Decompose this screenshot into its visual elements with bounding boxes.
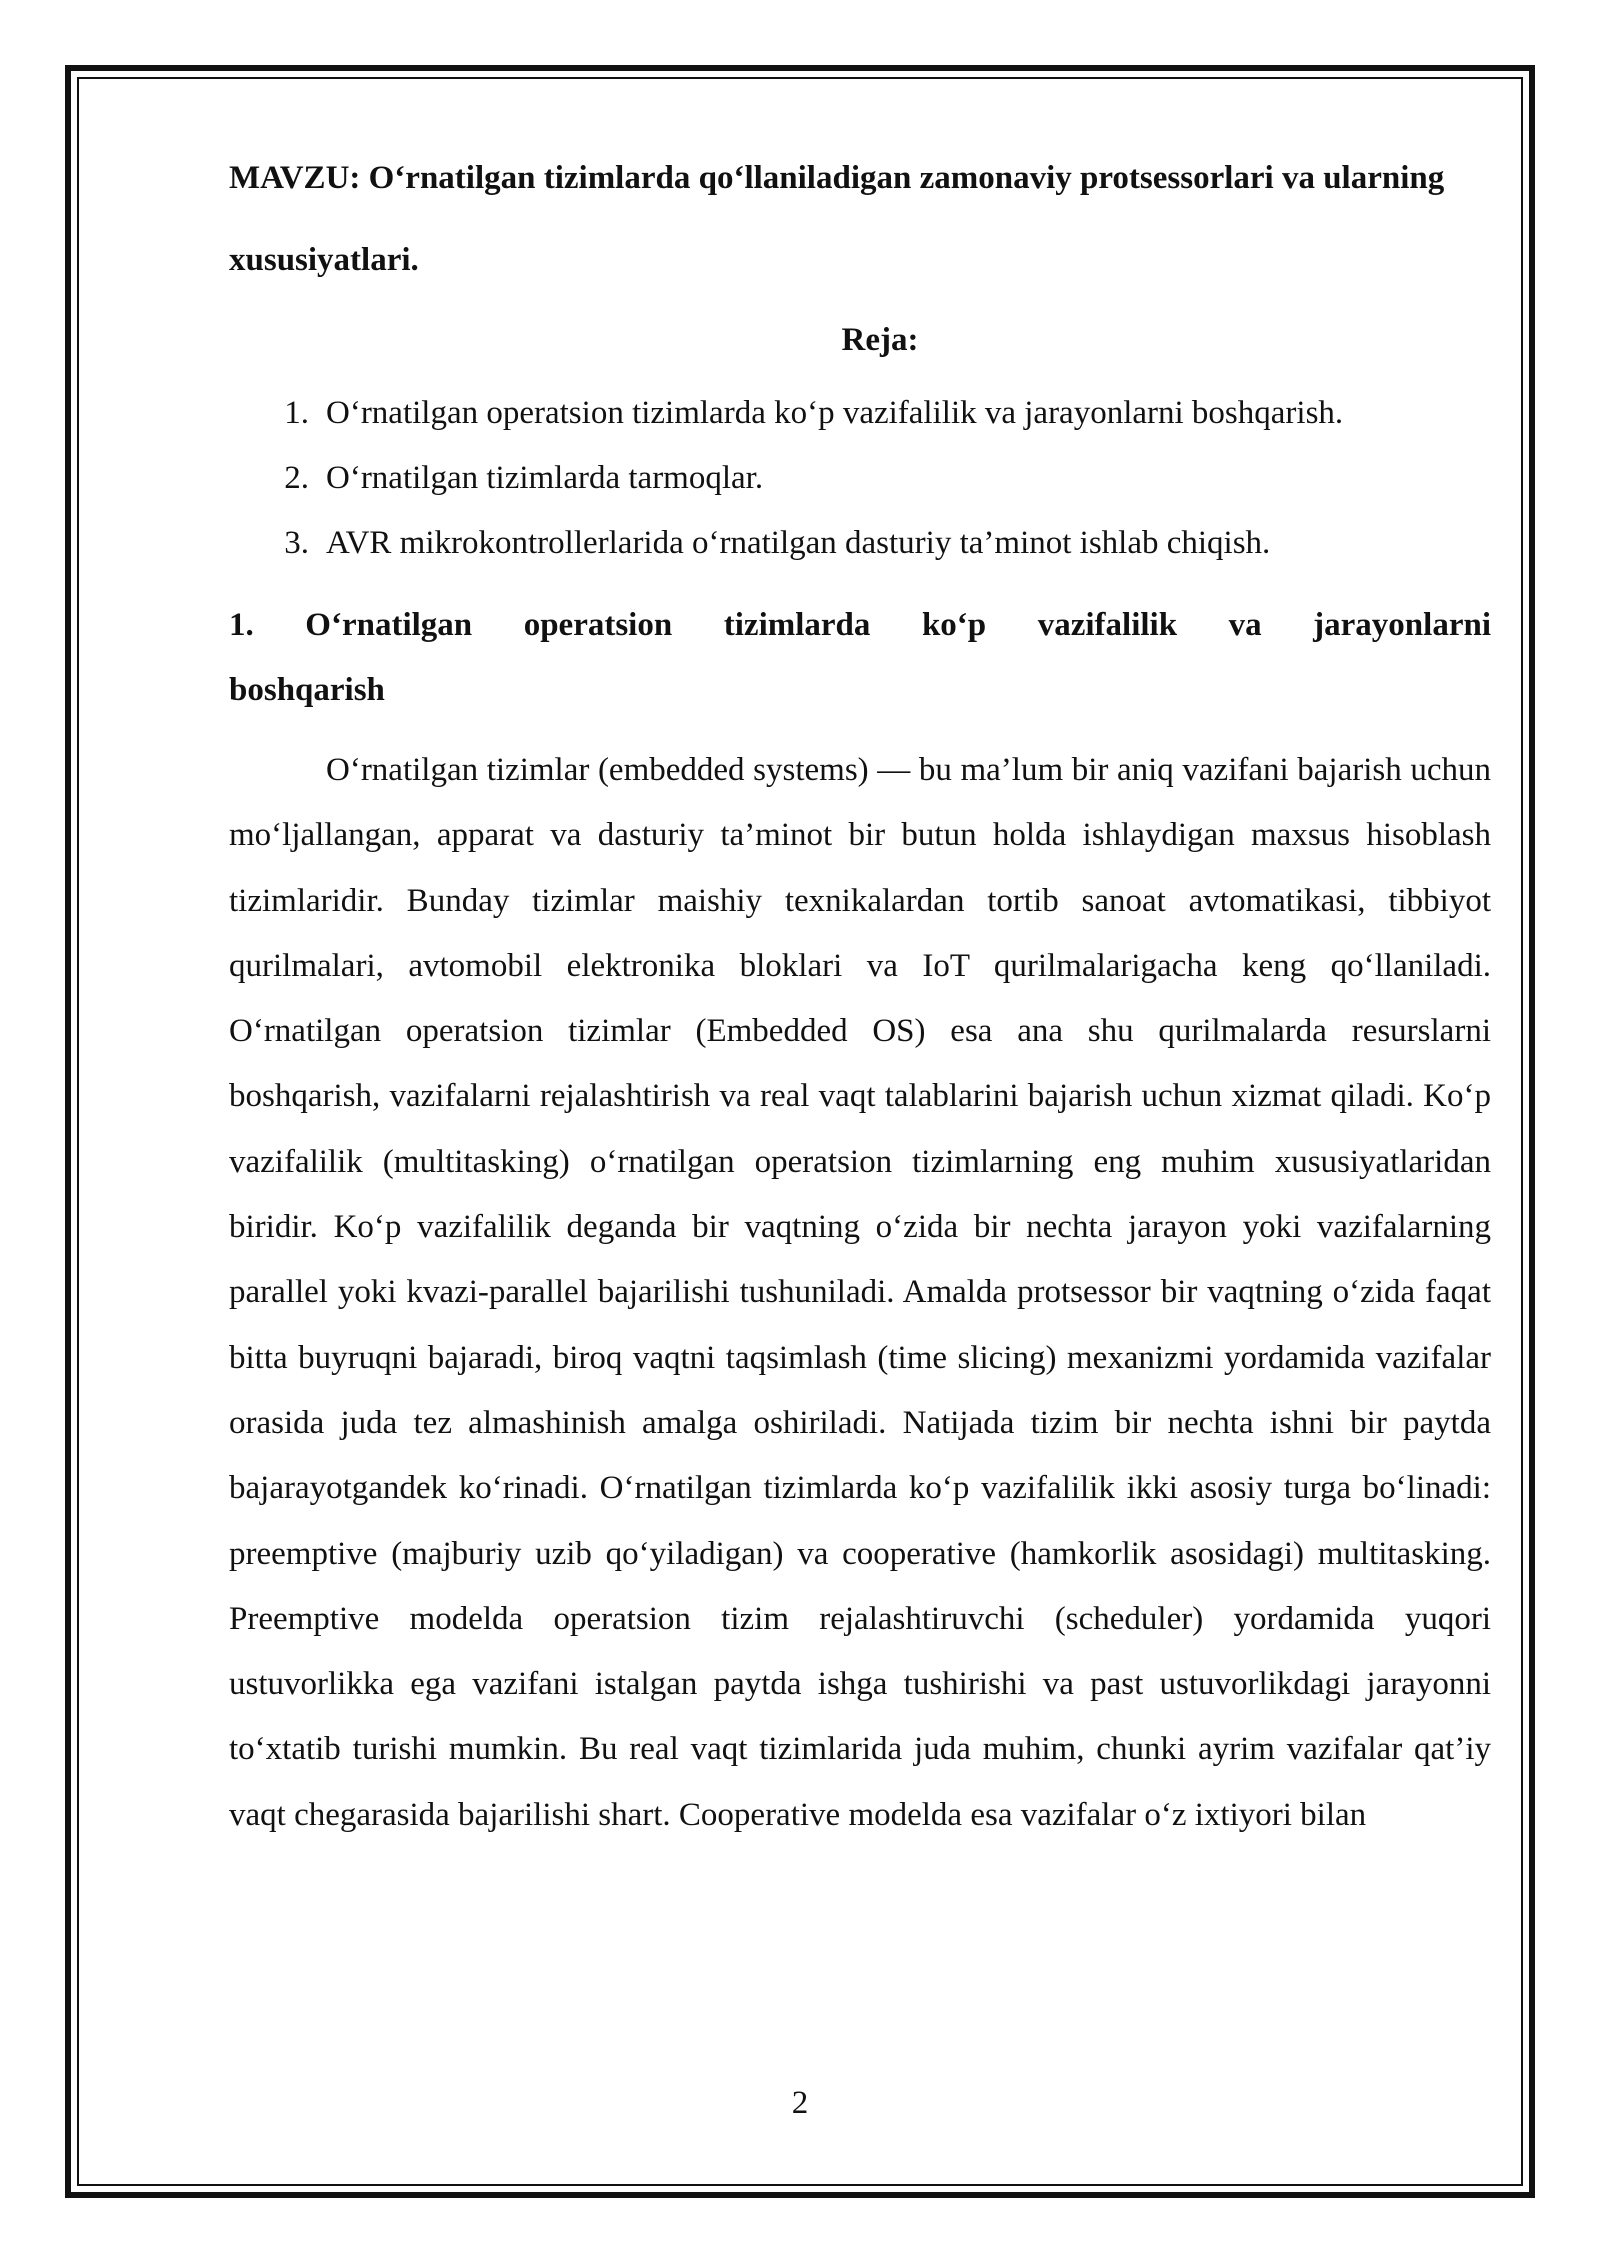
page-content	[229, 143, 1491, 1848]
plan-item-number: 3.	[284, 525, 309, 561]
plan-item-text: AVR mikrokontrollerlarida o‘rnatilgan dasturiy ta’minot ishlab chiqish.	[326, 525, 1271, 561]
page-number: 2	[791, 2085, 809, 2121]
plan-item	[229, 381, 1491, 446]
plan-list	[229, 381, 1491, 576]
section-heading	[229, 593, 1491, 723]
plan-item-number: 2.	[284, 460, 309, 496]
document-title: MAVZU: O‘rnatilgan tizimlarda qo‘llaniladigan zamonaviy protsessorlari va ularning xususiyatlari.	[229, 160, 1445, 278]
plan-item-text: O‘rnatilgan tizimlarda tarmoqlar.	[326, 460, 764, 496]
section-heading-line-1: 1. O‘rnatilgan operatsion tizimlarda ko‘p vazifalilik va jarayonlarni	[229, 607, 1491, 643]
plan-heading: Reja:	[841, 322, 919, 358]
plan-item	[229, 446, 1491, 511]
body-paragraph: O‘rnatilgan tizimlar (embedded systems) — bu ma’lum bir aniq vazifani bajarish uchun mo‘ljallangan, apparat va dasturiy ta’minot bir butun holda ishlaydigan maxsus hisoblash tizimlaridir. Bunday tizimlar maishiy texnikalardan tortib sanoat avtomatikasi, tibbiyot qurilmalari, avtomobil elektronika bloklari va IoT qurilmalarigacha keng qo‘llaniladi. O‘rnatilgan operatsion tizimlar (Embedded OS) esa ana shu qurilmalarda resurslarni boshqarish, vazifalarni rejalashtirish va real vaqt talablarini bajarish uchun xizmat qiladi. Ko‘p vazifalilik (multitasking) o‘rnatilgan operatsion tizimlarning eng muhim xususiyatlaridan biridir. Ko‘p vazifalilik deganda bir vaqtning o‘zida bir nechta jarayon yoki vazifalarning parallel yoki kvazi-parallel bajarilishi tushuniladi. Amalda protsessor bir vaqtning o‘zida faqat bitta buyruqni bajaradi, biroq vaqtni taqsimlash (time slicing) mexanizmi yordamida vazifalar orasida juda tez almashinish amalga oshiriladi. Natijada tizim bir nechta ishni bir paytda bajarayotgandek ko‘rinadi. O‘rnatilgan tizimlarda ko‘p vazifalilik ikki asosiy turga bo‘linadi: preemptive (majburiy uzib qo‘yiladigan) va cooperative (hamkorlik asosidagi) multitasking. Preemptive modelda operatsion tizim rejalashtiruvchi (scheduler) yordamida yuqori ustuvorlikka ega vazifani istalgan paytda ishga tushirishi va past ustuvorlikdagi jarayonni to‘xtatib turishi mumkin. Bu real vaqt tizimlarida juda muhim, chunki ayrim vazifalar qat’iy vaqt chegarasida bajarilishi shart. Cooperative modelda esa vazifalar o‘z ixtiyori bilan	[229, 752, 1491, 1833]
plan-item	[229, 511, 1491, 576]
plan-item-text: O‘rnatilgan operatsion tizimlarda ko‘p vazifalilik va jarayonlarni boshqarish.	[326, 395, 1344, 431]
section-heading-line-2: boshqarish	[229, 672, 385, 708]
plan-item-number: 1.	[284, 395, 309, 431]
